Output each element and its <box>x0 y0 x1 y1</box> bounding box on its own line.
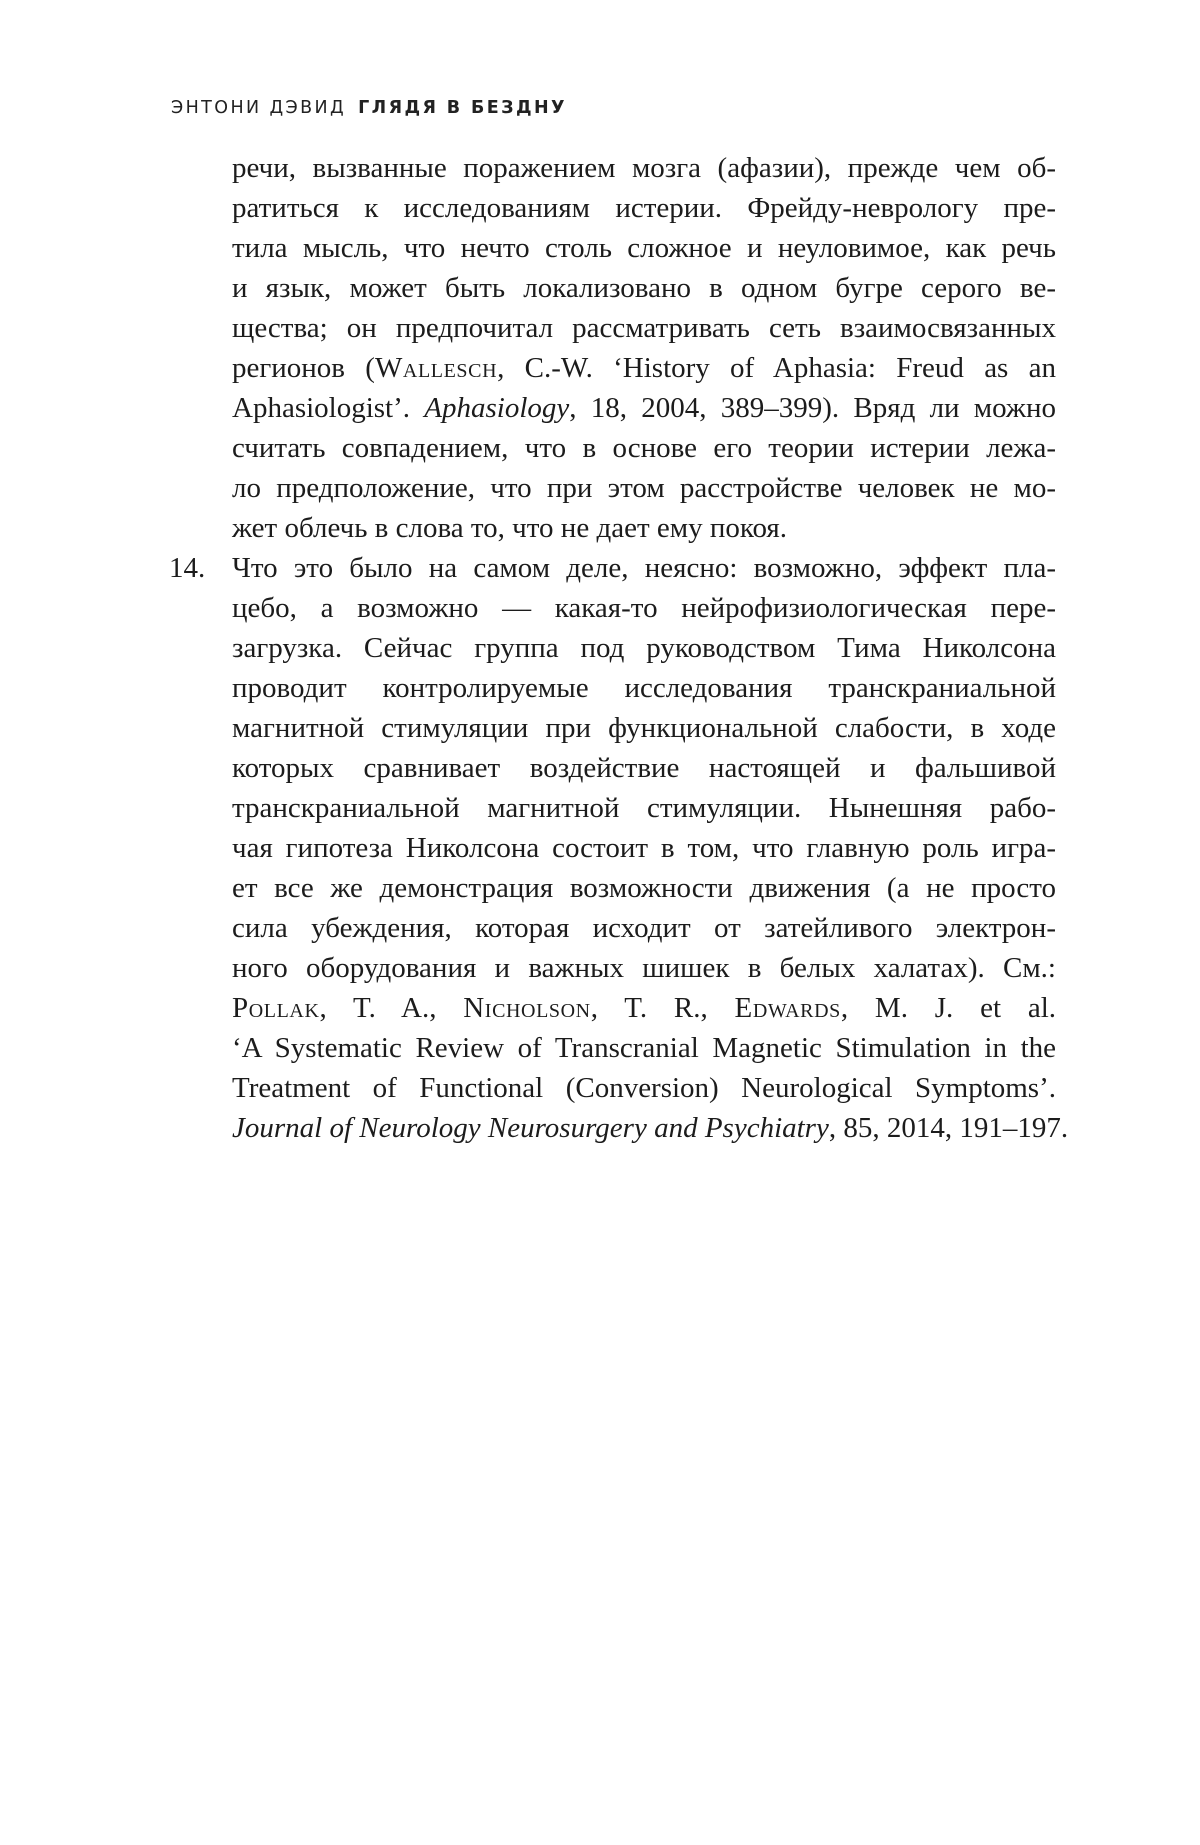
line-text: , T. R., <box>590 992 735 1024</box>
citation-author: Nicholson <box>463 992 591 1024</box>
note-line: Treatment of Functional (Conversion) Neurological Symptoms’. <box>232 1072 1056 1104</box>
line-text: , T. A., <box>319 992 464 1024</box>
note-line: цебо, а возможно — какая-то нейрофизиологическая пере- <box>232 592 1056 624</box>
note-line: проводит контролируемые исследования транскраниальной <box>232 672 1056 704</box>
line-text: , 18, 2004, 389–399). Вряд ли можно <box>569 392 1056 424</box>
note-line: ратиться к исследованиям истерии. Фрейду-неврологу пре- <box>232 192 1056 224</box>
note-line: которых сравнивает воздействие настоящей и фальшивой <box>232 752 1056 784</box>
note-line: жет облечь в слова то, что не дает ему покоя. <box>232 512 788 544</box>
note-line <box>232 388 1056 428</box>
line-text: , M. J. <box>840 992 954 1024</box>
note-line: ‘A Systematic Review of Transcranial Magnetic Stimulation in the <box>232 1032 1056 1064</box>
note-line <box>232 988 1056 1028</box>
note-line: загрузка. Сейчас группа под руководством Тима Николсона <box>232 632 1056 664</box>
running-head <box>171 98 567 118</box>
note-line: ного оборудования и важных шишек в белых халатах). См.: <box>232 952 1056 984</box>
note-line: и язык, может быть локализовано в одном бугре серого ве- <box>232 272 1056 304</box>
line-text: , 85, 2014, 191–197. <box>828 1112 1069 1144</box>
citation-author: Pollak <box>232 992 320 1024</box>
note-line: считать совпадением, что в основе его теории истерии лежа- <box>232 432 1056 464</box>
note-line: речи, вызванные поражением мозга (афазии), прежде чем об- <box>232 152 1056 184</box>
note-line: щества; он предпочитал рассматривать сеть взаимосвязанных <box>232 312 1056 344</box>
line-text: Aphasiologist’. <box>232 392 425 424</box>
note-line: Что это было на самом деле, неясно: возможно, эффект пла- <box>232 552 1056 584</box>
citation-author: Wallesch <box>374 352 498 384</box>
citation-author: Edwards <box>734 992 841 1024</box>
note-line: магнитной стимуляции при функциональной слабости, в ходе <box>232 712 1056 744</box>
line-text: et al. <box>980 992 1056 1024</box>
citation-journal: Journal of Neurology Neurosurgery and Psychiatry <box>232 1112 829 1144</box>
note-line: чая гипотеза Николсона состоит в том, что главную роль игра- <box>232 832 1056 864</box>
header-book-title: ГЛЯДЯ В БЕЗДНУ <box>358 98 567 118</box>
note-line: ло предположение, что при этом расстройстве человек не мо- <box>232 472 1056 504</box>
line-text: , C.-W. ‘History of Aphasia: Freud as an <box>497 352 1056 384</box>
note-line: сила убеждения, которая исходит от затейливого электрон- <box>232 912 1056 944</box>
note-line: ет все же демонстрация возможности движения (а не просто <box>232 872 1056 904</box>
line-text: регионов ( <box>232 352 375 384</box>
note-line <box>232 348 1056 388</box>
note-line: тила мысль, что нечто столь сложное и неуловимое, как речь <box>232 232 1056 264</box>
note-line: транскраниальной магнитной стимуляции. Нынешняя рабо- <box>232 792 1056 824</box>
header-author: ЭНТОНИ ДЭВИД <box>171 98 347 118</box>
note-number: 14. <box>169 552 206 584</box>
citation-journal: Aphasiology <box>424 392 570 424</box>
note-line <box>232 1108 1069 1148</box>
